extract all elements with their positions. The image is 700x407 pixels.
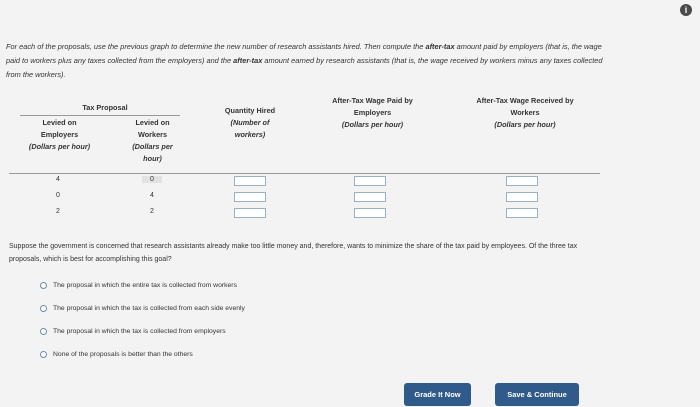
intro-bold-1: after-tax	[425, 42, 455, 51]
radio-button[interactable]	[40, 351, 47, 358]
row1-paid-input[interactable]	[354, 176, 386, 186]
col-employers-line3: (Dollars per hour)	[28, 142, 91, 151]
col-quantity-line3: workers)	[234, 130, 266, 139]
col-quantity-header	[205, 105, 295, 141]
option-none[interactable]	[40, 351, 193, 358]
row2-workers: 4	[150, 192, 154, 199]
col-received-line3: (Dollars per hour)	[494, 120, 556, 129]
col-quantity-line2: (Number of	[230, 118, 270, 127]
radio-button[interactable]	[40, 282, 47, 289]
col-workers-line4: hour)	[143, 154, 162, 163]
radio-button[interactable]	[40, 328, 47, 335]
info-icon[interactable]: i	[680, 4, 692, 16]
intro-bold-2: after-tax	[233, 56, 263, 65]
row1-received-input[interactable]	[506, 176, 538, 186]
row2-received-input[interactable]	[506, 192, 538, 202]
row3-received-input[interactable]	[506, 208, 538, 218]
row1-employers: 4	[56, 176, 60, 183]
question-text: Suppose the government is concerned that research assistants already make too little money and, therefore, wants to minimize the share of the tax paid by employees. Of the three tax proposals, which is best for accomplishing this goal?	[9, 243, 578, 263]
col-paid-header	[310, 95, 435, 131]
option-evenly[interactable]	[40, 305, 245, 312]
option-label: The proposal in which the tax is collected from employers	[53, 328, 226, 335]
row1-workers: 0	[142, 176, 162, 183]
grade-it-now-button[interactable]: Grade It Now	[404, 383, 471, 406]
col-employers-line2: Employers	[40, 130, 79, 139]
col-workers-header	[115, 117, 190, 165]
row2-paid-input[interactable]	[354, 192, 386, 202]
row2-quantity-input[interactable]	[234, 192, 266, 202]
row3-workers: 2	[150, 208, 154, 215]
col-received-line1: After-Tax Wage Received by	[476, 96, 574, 105]
col-workers-line1: Levied on	[135, 118, 170, 127]
intro-text-3: amount earned by research assistants (that is, the wage received by workers minus any taxes collected from the workers).	[6, 56, 603, 79]
intro-text-2: amount paid by employers (that is, the wage paid to workers plus any taxes collected from the employers) and the	[6, 42, 602, 65]
radio-button[interactable]	[40, 305, 47, 312]
col-workers-line3: (Dollars per	[132, 142, 173, 151]
table-header-rule	[9, 173, 600, 174]
option-label: The proposal in which the tax is collected from each side evenly	[53, 305, 245, 312]
option-employers[interactable]	[40, 328, 226, 335]
col-paid-line1: After-Tax Wage Paid by	[332, 96, 413, 105]
col-quantity-line1: Quantity Hired	[224, 106, 276, 115]
row3-paid-input[interactable]	[354, 208, 386, 218]
save-continue-button[interactable]: Save & Continue	[495, 383, 579, 406]
row1-quantity-input[interactable]	[234, 176, 266, 186]
row3-quantity-input[interactable]	[234, 208, 266, 218]
header-rule	[20, 115, 180, 116]
intro-text-1: For each of the proposals, use the previous graph to determine the new number of research assistants hired. Then compute the	[6, 42, 426, 51]
col-workers-line2: Workers	[137, 130, 168, 139]
col-paid-line2: Employers	[353, 108, 392, 117]
row3-employers: 2	[56, 208, 60, 215]
option-label: The proposal in which the entire tax is collected from workers	[53, 282, 237, 289]
tax-proposal-header: Tax Proposal	[82, 103, 128, 112]
row2-employers: 0	[56, 192, 60, 199]
col-received-line2: Workers	[510, 108, 540, 117]
option-workers[interactable]	[40, 282, 237, 289]
col-received-header	[455, 95, 595, 131]
instructions	[6, 40, 606, 82]
option-label: None of the proposals is better than the others	[53, 351, 193, 358]
col-paid-line3: (Dollars per hour)	[341, 120, 404, 129]
col-employers-header	[12, 117, 107, 153]
col-employers-line1: Levied on	[42, 118, 77, 127]
